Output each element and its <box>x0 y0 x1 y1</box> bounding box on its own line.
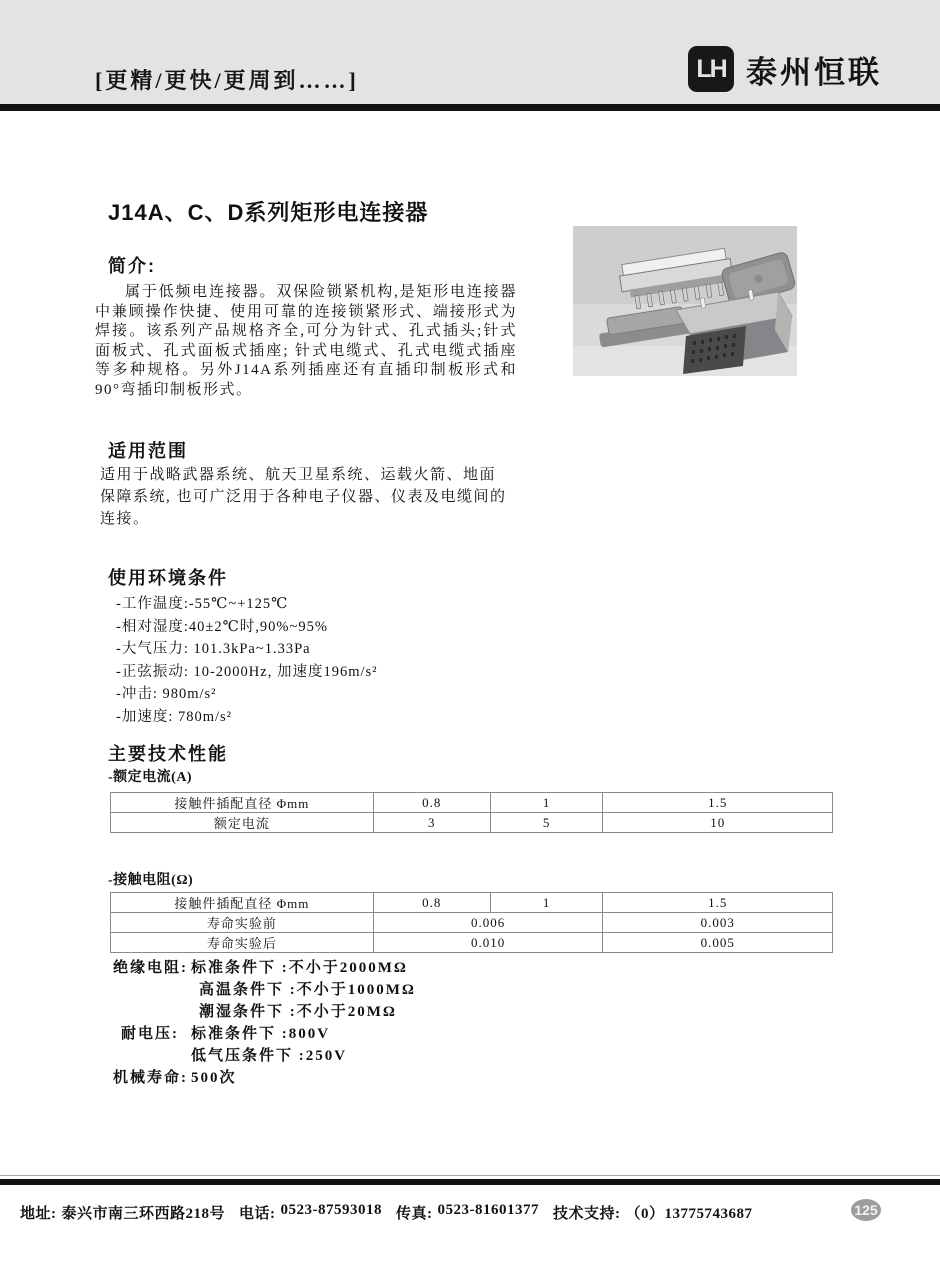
table-row <box>111 793 833 813</box>
footer-address <box>20 1202 225 1223</box>
footer-phone-label: 电话: <box>239 1206 276 1222</box>
footer-fax-label: 传真: <box>396 1206 433 1222</box>
footer-fax-value: 0523-81601377 <box>437 1202 540 1218</box>
company-logo <box>688 46 882 92</box>
spec-label: 耐电压: <box>121 1025 179 1042</box>
table-cell: 0.010 <box>373 933 603 953</box>
rated-current-label: -额定电流(A) <box>108 770 193 785</box>
spec-value: 潮湿条件下 :不小于20MΩ <box>199 1003 397 1020</box>
performance-heading: 主要技术性能 <box>108 744 228 764</box>
table-cell: 0.006 <box>373 913 603 933</box>
spec-mechanical-life <box>113 1065 416 1087</box>
spec-insulation-high-temp <box>113 977 416 999</box>
spec-withstand-voltage-standard <box>113 1021 416 1043</box>
footer-phone-value: 0523-87593018 <box>280 1202 383 1218</box>
spec-withstand-voltage-low-pressure <box>113 1043 416 1065</box>
table-cell: 0.003 <box>603 913 833 933</box>
spec-value: 低气压条件下 :250V <box>191 1047 348 1064</box>
table-cell: 0.8 <box>373 793 490 813</box>
product-photo-image <box>573 226 797 376</box>
spec-value: 高温条件下 :不小于1000MΩ <box>199 981 416 998</box>
footer-rule-thin <box>0 1175 940 1176</box>
spec-insulation-humid <box>113 999 416 1021</box>
table-cell: 寿命实验前 <box>111 913 374 933</box>
footer-address-value: 泰兴市南三环西路218号 <box>61 1206 226 1222</box>
logo-monogram-icon: LH <box>688 46 734 92</box>
spec-value: 标准条件下 :800V <box>191 1025 331 1042</box>
scope-heading: 适用范围 <box>108 441 188 461</box>
electrical-specs <box>113 955 416 1087</box>
header-band <box>0 0 940 104</box>
table-cell: 1.5 <box>603 893 833 913</box>
table-cell: 3 <box>373 813 490 833</box>
env-item-shock: -冲击: 980m/s² <box>116 686 217 702</box>
contact-resistance-table <box>110 892 833 953</box>
table-cell: 1 <box>490 793 603 813</box>
footer-support-label: 技术支持: <box>553 1206 621 1222</box>
page-number-badge: 125 <box>851 1199 881 1221</box>
footer-support-value: （0）13775743687 <box>625 1206 753 1222</box>
table-cell: 接触件插配直径 Φmm <box>111 893 374 913</box>
env-item-temperature: -工作温度:-55℃~+125℃ <box>116 596 289 612</box>
table-row <box>111 933 833 953</box>
env-item-humidity: -相对湿度:40±2℃时,90%~95% <box>116 618 328 635</box>
header-rule <box>0 104 940 111</box>
table-cell: 接触件插配直径 Φmm <box>111 793 374 813</box>
page-title: J14A、C、D系列矩形电连接器 <box>108 200 429 225</box>
table-row <box>111 813 833 833</box>
scope-paragraph: 适用于战略武器系统、航天卫星系统、运载火箭、地面保障系统, 也可广泛用于各种电子仪器、仪表及电缆间的连接。 <box>100 467 507 527</box>
footer-phone <box>239 1202 382 1223</box>
table-cell: 1 <box>490 893 603 913</box>
env-item-pressure: -大气压力: 101.3kPa~1.33Pa <box>116 641 311 657</box>
intro-heading: 简介: <box>108 256 156 276</box>
footer-fax <box>396 1202 539 1223</box>
environment-heading: 使用环境条件 <box>108 568 228 588</box>
table-cell: 0.8 <box>373 893 490 913</box>
spec-label: 机械寿命: <box>113 1069 188 1086</box>
spec-value: 500次 <box>191 1069 237 1086</box>
footer-contact-info <box>20 1202 753 1223</box>
table-cell: 0.005 <box>603 933 833 953</box>
footer-rule <box>0 1179 940 1185</box>
table-cell: 10 <box>603 813 833 833</box>
environment-list <box>116 593 378 728</box>
rated-current-table <box>110 792 833 833</box>
table-row <box>111 893 833 913</box>
table-cell: 寿命实验后 <box>111 933 374 953</box>
header-slogan: [更精/更快/更周到……] <box>95 68 359 93</box>
spec-value: 标准条件下 :不小于2000MΩ <box>191 959 408 976</box>
env-item-acceleration: -加速度: 780m/s² <box>116 708 233 725</box>
table-cell: 额定电流 <box>111 813 374 833</box>
spec-label: 绝缘电阻: <box>113 959 188 976</box>
table-row <box>111 913 833 933</box>
contact-resistance-label: -接触电阻(Ω) <box>108 873 194 888</box>
env-item-vibration: -正弦振动: 10-2000Hz, 加速度196m/s² <box>116 663 378 680</box>
company-brand-name: 泰州恒联 <box>746 54 882 90</box>
table-cell: 5 <box>490 813 603 833</box>
intro-paragraph: 属于低频电连接器。双保险锁紧机构,是矩形电连接器中兼顾操作快捷、使用可靠的连接锁紧形式、端接形式为焊接。该系列产品规格齐全,可分为针式、孔式插头;针式面板式、孔式面板式插座; 针式电缆式、孔式电缆式插座等多种规格。另外J14A系列插座还有直插印制板形式和90°弯插印制板形式。 <box>95 284 517 398</box>
footer-address-label: 地址: <box>20 1206 57 1222</box>
spec-insulation-standard <box>113 955 416 977</box>
table-cell: 1.5 <box>603 793 833 813</box>
footer-support <box>553 1202 753 1223</box>
